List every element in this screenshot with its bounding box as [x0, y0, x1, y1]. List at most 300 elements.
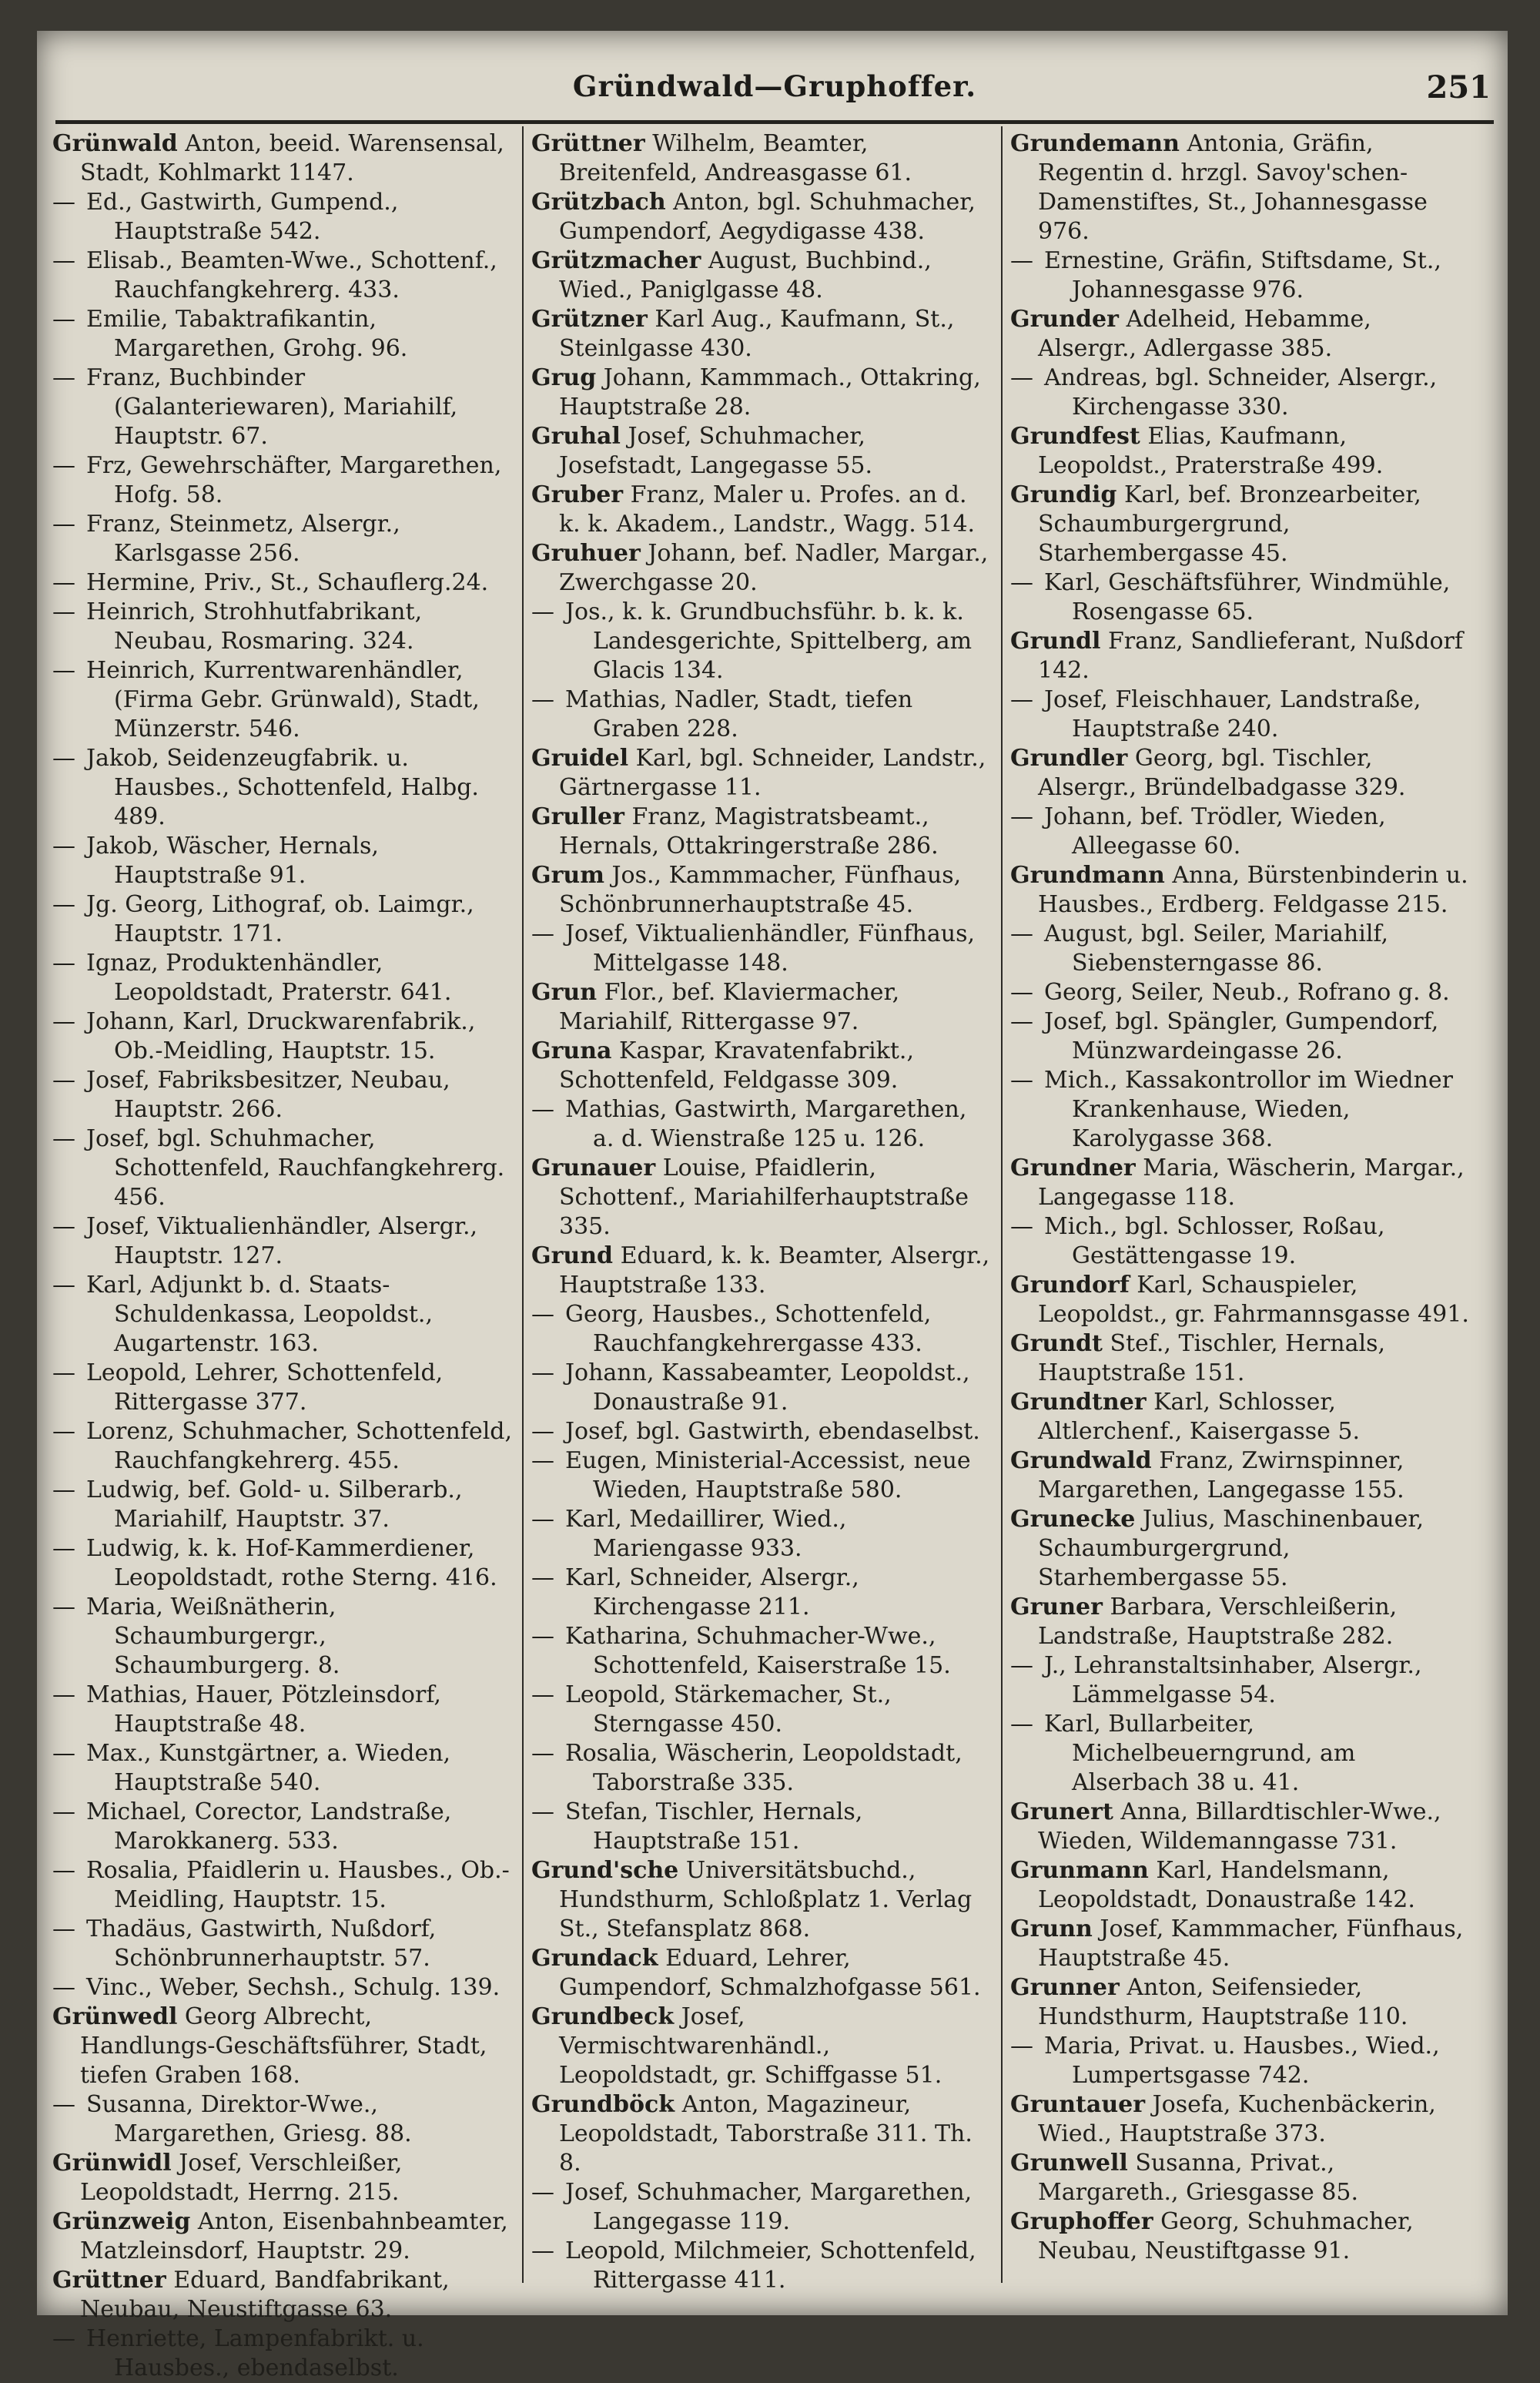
- entry-surname: Grunauer: [531, 1155, 656, 1181]
- entry-text: Josef, Viktualienhändler, Alsergr., Hauptstr. 127.: [86, 1213, 478, 1269]
- directory-entry: [531, 1798, 993, 1856]
- entry-text: Josef, bgl. Spängler, Gumpendorf, Münzwardeingasse 26.: [1044, 1008, 1439, 1064]
- entry-text: Georg, Hausbes., Schottenfeld, Rauchfangkehrergasse 433.: [565, 1301, 932, 1357]
- directory-entry: [52, 188, 514, 246]
- entry-surname: Grünwidl: [52, 2150, 172, 2177]
- repeat-dash: —: [531, 2179, 554, 2206]
- entry-text: Heinrich, Strohhutfabrikant, Neubau, Rosmaring. 324.: [86, 598, 423, 655]
- entry-text: Andreas, bgl. Schneider, Alsergr., Kirchengasse 330.: [1044, 364, 1438, 421]
- column-3: [1010, 129, 1472, 2266]
- repeat-dash: —: [52, 189, 75, 216]
- repeat-dash: —: [1010, 1067, 1033, 1094]
- entry-surname: Gruidel: [531, 745, 629, 772]
- entry-text: Josef, Schuhmacher, Margarethen, Langegasse 119.: [565, 2179, 973, 2235]
- entry-text: Mich., bgl. Schlosser, Roßau, Gestättengasse 19.: [1044, 1213, 1385, 1269]
- entry-surname: Grundner: [1010, 1155, 1136, 1181]
- repeat-dash: —: [531, 1681, 554, 1708]
- entry-text: Heinrich, Kurrentwarenhändler, (Firma Gebr. Grünwald), Stadt, Münzerstr. 546.: [86, 657, 480, 742]
- directory-entry: [1010, 2090, 1472, 2149]
- repeat-dash: —: [1010, 247, 1033, 274]
- directory-entry: [1010, 481, 1472, 568]
- entry-text: Thadäus, Gastwirth, Nußdorf, Schönbrunnerhauptstr. 57.: [86, 1915, 437, 1972]
- directory-entry: [531, 246, 993, 305]
- page-header: [55, 69, 1494, 116]
- entry-text: Eduard, Lehrer, Gumpendorf, Schmalzhofgasse 561.: [559, 1945, 981, 2001]
- entry-text: Karl, Schneider, Alsergr., Kirchengasse 211.: [565, 1564, 859, 1621]
- directory-entry: [531, 1417, 993, 1446]
- entry-text: Susanna, Privat., Margareth., Griesgasse 85.: [1038, 2150, 1359, 2206]
- directory-entry: [531, 978, 993, 1037]
- entry-surname: Grunner: [1010, 1974, 1120, 2001]
- directory-entry: [1010, 1856, 1472, 1915]
- repeat-dash: —: [52, 247, 75, 274]
- entry-text: Karl, Schauspieler, Leopoldst., gr. Fahrmannsgasse 491.: [1038, 1272, 1469, 1328]
- entry-text: Anton, bgl. Schuhmacher, Gumpendorf, Aegydigasse 438.: [559, 189, 976, 245]
- entry-text: Rosalia, Wäscherin, Leopoldstadt, Taborstraße 335.: [565, 1740, 962, 1796]
- repeat-dash: —: [52, 598, 75, 625]
- repeat-dash: —: [531, 1798, 554, 1825]
- entry-text: J., Lehranstaltsinhaber, Alsergr., Lämmelgasse 54.: [1044, 1652, 1422, 1708]
- directory-entry: [1010, 364, 1472, 422]
- entry-text: Ed., Gastwirth, Gumpend., Hauptstraße 542.: [86, 189, 399, 245]
- directory-entry: [52, 1124, 514, 1212]
- entry-text: Henriette, Lampenfabrikt. u. Hausbes., ebendaselbst.: [86, 2325, 424, 2381]
- entry-text: Johann, Kammmach., Ottakring, Hauptstraße 28.: [559, 364, 981, 421]
- entry-text: Georg, Schuhmacher, Neubau, Neustiftgasse 91.: [1038, 2208, 1414, 2264]
- entry-text: Antonia, Gräfin, Regentin d. hrzgl. Savoy'schen-Damenstiftes, St., Johannesgasse 976.: [1038, 130, 1428, 245]
- directory-entry: [52, 1856, 514, 1915]
- repeat-dash: —: [531, 686, 554, 713]
- directory-entry: [531, 1037, 993, 1095]
- entry-text: Karl Aug., Kaufmann, St., Steinlgasse 430.: [559, 306, 955, 362]
- entry-surname: Grunmann: [1010, 1857, 1149, 1884]
- repeat-dash: —: [531, 1506, 554, 1533]
- directory-entry: [1010, 305, 1472, 364]
- directory-entry: [531, 1095, 993, 1154]
- directory-entry: [531, 744, 993, 803]
- directory-entry: [531, 1359, 993, 1417]
- entry-surname: Grunder: [1010, 306, 1119, 333]
- entry-text: Mathias, Hauer, Pötzleinsdorf, Hauptstraße 48.: [86, 1681, 441, 1738]
- repeat-dash: —: [52, 306, 75, 333]
- directory-entry: [1010, 422, 1472, 481]
- entry-text: Leopold, Lehrer, Schottenfeld, Rittergasse 377.: [86, 1359, 444, 1416]
- entry-text: Flor., bef. Klaviermacher, Mariahilf, Rittergasse 97.: [559, 979, 900, 1035]
- entry-text: August, Buchbind., Wied., Paniglgasse 48.: [559, 247, 932, 303]
- column-divider: [522, 126, 524, 2283]
- entry-text: Leopold, Stärkemacher, St., Sterngasse 450.: [565, 1681, 892, 1738]
- entry-surname: Grunwell: [1010, 2150, 1128, 2177]
- entry-surname: Grund'sche: [531, 1857, 679, 1884]
- entry-surname: Gruntauer: [1010, 2091, 1146, 2118]
- entry-text: Josef, Viktualienhändler, Fünfhaus, Mittelgasse 148.: [565, 920, 976, 977]
- entry-text: Anna, Bürstenbinderin u. Hausbes., Erdberg. Feldgasse 215.: [1038, 862, 1468, 918]
- repeat-dash: —: [531, 1096, 554, 1123]
- entry-text: Mich., Kassakontrollor im Wiedner Krankenhause, Wieden, Karolygasse 368.: [1044, 1067, 1454, 1152]
- directory-entry: [52, 744, 514, 832]
- repeat-dash: —: [1010, 364, 1033, 391]
- directory-entry: [52, 1007, 514, 1066]
- directory-entry: [52, 1271, 514, 1359]
- entry-text: Frz, Gewehrschäfter, Margarethen, Hofg. 58.: [86, 452, 502, 508]
- repeat-dash: —: [531, 1418, 554, 1445]
- repeat-dash: —: [531, 2237, 554, 2264]
- entry-surname: Gruber: [531, 481, 624, 508]
- column-2: [531, 129, 993, 2295]
- directory-entry: [52, 2090, 514, 2149]
- directory-entry: [1010, 2032, 1472, 2090]
- directory-entry: [1010, 1710, 1472, 1798]
- entry-text: Louise, Pfaidlerin, Schottenf., Mariahilferhauptstraße 335.: [559, 1155, 969, 1240]
- directory-entry: [52, 1798, 514, 1856]
- entry-text: Georg, bgl. Tischler, Alsergr., Bründelbadgasse 329.: [1038, 745, 1406, 801]
- column-divider: [1001, 126, 1003, 2283]
- entry-surname: Gruna: [531, 1037, 612, 1064]
- directory-entry: [531, 539, 993, 598]
- repeat-dash: —: [52, 2325, 75, 2352]
- directory-entry: [1010, 920, 1472, 978]
- entry-text: Jakob, Seidenzeugfabrik. u. Hausbes., Schottenfeld, Halbg. 489.: [86, 745, 479, 830]
- entry-text: Anna, Billardtischler-Wwe., Wieden, Wildemanngasse 731.: [1038, 1798, 1441, 1855]
- repeat-dash: —: [52, 745, 75, 772]
- directory-entry: [52, 890, 514, 949]
- entry-text: Karl, Schlosser, Altlerchenf., Kaisergasse 5.: [1038, 1389, 1361, 1445]
- entry-text: Susanna, Direktor-Wwe., Margarethen, Griesg. 88.: [86, 2091, 412, 2147]
- entry-surname: Gruhuer: [531, 540, 641, 567]
- repeat-dash: —: [52, 1857, 75, 1884]
- entry-text: Katharina, Schuhmacher-Wwe., Schottenfeld, Kaiserstraße 15.: [565, 1623, 951, 1679]
- directory-entry: [1010, 1329, 1472, 1388]
- entry-text: Johann, Kassabeamter, Leopoldst., Donaustraße 91.: [565, 1359, 970, 1416]
- entry-text: Franz, Steinmetz, Alsergr., Karlsgasse 256.: [86, 511, 400, 567]
- entry-surname: Grundorf: [1010, 1272, 1130, 1299]
- entry-text: Johann, bef. Trödler, Wieden, Alleegasse 60.: [1044, 803, 1386, 860]
- entry-text: Leopold, Milchmeier, Schottenfeld, Rittergasse 411.: [565, 2237, 976, 2294]
- directory-entry: [1010, 246, 1472, 305]
- directory-entry: [531, 685, 993, 744]
- entry-text: Franz, Buchbinder (Galanteriewaren), Mariahilf, Hauptstr. 67.: [86, 364, 458, 450]
- directory-entry: [1010, 627, 1472, 685]
- directory-entry: [52, 1915, 514, 1973]
- entry-text: Michael, Corector, Landstraße, Marokkanerg. 533.: [86, 1798, 452, 1855]
- entry-text: August, bgl. Seiler, Mariahilf, Siebensterngasse 86.: [1044, 920, 1388, 977]
- entry-surname: Grüttner: [531, 130, 645, 157]
- directory-entry: [531, 2003, 993, 2090]
- directory-entry: [52, 510, 514, 568]
- repeat-dash: —: [531, 1447, 554, 1474]
- directory-entry: [531, 188, 993, 246]
- directory-entry: [1010, 129, 1472, 246]
- repeat-dash: —: [52, 1476, 75, 1503]
- entry-surname: Grundl: [1010, 628, 1101, 655]
- entry-text: Josef, Fabriksbesitzer, Neubau, Hauptstr. 266.: [86, 1067, 450, 1123]
- repeat-dash: —: [52, 1915, 75, 1942]
- entry-text: Ludwig, bef. Gold- u. Silberarb., Mariahilf, Hauptstr. 37.: [86, 1476, 463, 1533]
- entry-surname: Grundack: [531, 1945, 658, 1972]
- entry-text: Elias, Kaufmann, Leopoldst., Praterstraße 499.: [1038, 423, 1384, 479]
- directory-entry: [52, 656, 514, 744]
- repeat-dash: —: [52, 1594, 75, 1621]
- repeat-dash: —: [52, 1740, 75, 1767]
- column-1: [52, 129, 514, 2383]
- entry-surname: Grundemann: [1010, 130, 1180, 157]
- directory-entry: [1010, 803, 1472, 861]
- directory-entry: [52, 305, 514, 364]
- entry-text: Georg Albrecht, Handlungs-Geschäftsführer, Stadt, tiefen Graben 168.: [80, 2003, 487, 2089]
- repeat-dash: —: [52, 657, 75, 684]
- entry-text: Eduard, k. k. Beamter, Alsergr., Hauptstraße 133.: [559, 1242, 990, 1299]
- directory-entry: [531, 1681, 993, 1739]
- entry-text: Karl, Medaillirer, Wied., Mariengasse 933.: [565, 1506, 847, 1562]
- entry-surname: Grundler: [1010, 745, 1128, 772]
- entry-text: Kaspar, Kravatenfabrikt., Schottenfeld, Feldgasse 309.: [559, 1037, 914, 1094]
- directory-entry: [1010, 1007, 1472, 1066]
- repeat-dash: —: [531, 1564, 554, 1591]
- repeat-dash: —: [52, 1535, 75, 1562]
- directory-entry: [52, 1359, 514, 1417]
- entry-text: Karl, bef. Bronzearbeiter, Schaumburgergrund, Starhembergasse 45.: [1038, 481, 1421, 567]
- repeat-dash: —: [531, 1359, 554, 1386]
- page-title: Gründwald—Gruphoffer.: [572, 69, 977, 103]
- entry-surname: Grüttner: [52, 2267, 166, 2294]
- entry-surname: Grünwald: [52, 130, 178, 157]
- directory-entry: [531, 422, 993, 481]
- repeat-dash: —: [1010, 1008, 1033, 1035]
- directory-entry: [52, 598, 514, 656]
- repeat-dash: —: [52, 1008, 75, 1035]
- entry-text: Josef, Vermischtwarenhändl., Leopoldstadt, gr. Schiffgasse 51.: [559, 2003, 942, 2089]
- entry-text: Maria, Privat. u. Hausbes., Wied., Lumpertsgasse 742.: [1044, 2033, 1440, 2089]
- entry-surname: Grunert: [1010, 1798, 1113, 1825]
- directory-entry: [531, 2090, 993, 2178]
- entry-text: Johann, Karl, Druckwarenfabrik., Ob.-Meidling, Hauptstr. 15.: [86, 1008, 476, 1064]
- entry-surname: Grundbeck: [531, 2003, 675, 2030]
- directory-entry: [1010, 978, 1472, 1007]
- entry-surname: Grundtner: [1010, 1389, 1147, 1416]
- directory-entry: [531, 1154, 993, 1242]
- entry-text: Max., Kunstgärtner, a. Wieden, Hauptstraße 540.: [86, 1740, 451, 1796]
- entry-surname: Gruner: [1010, 1594, 1103, 1621]
- directory-entry: [531, 2237, 993, 2295]
- entry-text: Georg, Seiler, Neub., Rofrano g. 8.: [1044, 979, 1450, 1006]
- entry-text: Karl, Adjunkt b. d. Staats-Schuldenkassa, Leopoldst., Augartenstr. 163.: [86, 1272, 434, 1357]
- directory-entry: [531, 1944, 993, 2003]
- directory-entry: [531, 861, 993, 920]
- entry-surname: Gruller: [531, 803, 624, 830]
- entry-text: Adelheid, Hebamme, Alsergr., Adlergasse 385.: [1038, 306, 1371, 362]
- entry-text: Stef., Tischler, Hernals, Hauptstraße 151.: [1038, 1330, 1386, 1386]
- directory-entry: [1010, 1798, 1472, 1856]
- directory-entry: [52, 1534, 514, 1593]
- directory-entry: [52, 2324, 514, 2383]
- directory-entry: [531, 1856, 993, 1944]
- repeat-dash: —: [52, 891, 75, 918]
- repeat-dash: —: [1010, 979, 1033, 1006]
- repeat-dash: —: [52, 1359, 75, 1386]
- repeat-dash: —: [52, 1067, 75, 1094]
- repeat-dash: —: [52, 1272, 75, 1299]
- directory-entry: [52, 129, 514, 188]
- repeat-dash: —: [1010, 569, 1033, 596]
- directory-entry: [52, 568, 514, 598]
- repeat-dash: —: [531, 598, 554, 625]
- directory-entry: [531, 305, 993, 364]
- directory-entry: [531, 1622, 993, 1681]
- entry-text: Karl, Handelsmann, Leopoldstadt, Donaustraße 142.: [1038, 1857, 1415, 1913]
- entry-text: Ludwig, k. k. Hof-Kammerdiener, Leopoldstadt, rothe Sterng. 416.: [86, 1535, 497, 1591]
- repeat-dash: —: [52, 1974, 75, 2001]
- directory-entry: [52, 832, 514, 890]
- entry-surname: Grunecke: [1010, 1506, 1136, 1533]
- repeat-dash: —: [52, 452, 75, 479]
- entry-text: Johann, bef. Nadler, Margar., Zwerchgasse 20.: [559, 540, 989, 596]
- repeat-dash: —: [52, 569, 75, 596]
- directory-entry: [531, 920, 993, 978]
- entry-text: Eduard, Bandfabrikant, Neubau, Neustiftgasse 63.: [80, 2267, 450, 2323]
- directory-entry: [52, 2207, 514, 2266]
- entry-text: Josef, Schuhmacher, Josefstadt, Langegasse 55.: [559, 423, 872, 479]
- repeat-dash: —: [1010, 686, 1033, 713]
- directory-entry: [52, 2149, 514, 2207]
- page-number: 251: [1426, 69, 1491, 106]
- directory-entry: [1010, 1212, 1472, 1271]
- entry-text: Jakob, Wäscher, Hernals, Hauptstraße 91.: [86, 833, 379, 889]
- directory-entry: [52, 1739, 514, 1798]
- entry-text: Franz, Zwirnspinner, Margarethen, Langegasse 155.: [1038, 1447, 1404, 1503]
- entry-text: Ignaz, Produktenhändler, Leopoldstadt, Praterstr. 641.: [86, 950, 452, 1006]
- directory-page: [37, 31, 1508, 2381]
- directory-entry: [1010, 2207, 1472, 2266]
- directory-entry: [531, 598, 993, 685]
- entry-text: Maria, Weißnätherin, Schaumburgergr., Schaumburgerg. 8.: [86, 1594, 340, 1679]
- entry-surname: Grundböck: [531, 2091, 675, 2118]
- entry-surname: Grund: [531, 1242, 614, 1269]
- entry-text: Universitätsbuchd., Hundsthurm, Schloßplatz 1. Verlag St., Stefansplatz 868.: [559, 1857, 973, 1942]
- repeat-dash: —: [52, 1418, 75, 1445]
- entry-surname: Grundwald: [1010, 1447, 1152, 1474]
- entry-surname: Grützmacher: [531, 247, 701, 274]
- entry-text: Julius, Maschinenbauer, Schaumburgergrund, Starhembergasse 55.: [1038, 1506, 1424, 1591]
- entry-text: Josef, Kammmacher, Fünfhaus, Hauptstraße 45.: [1038, 1915, 1464, 1972]
- repeat-dash: —: [1010, 1711, 1033, 1738]
- directory-entry: [52, 451, 514, 510]
- entry-text: Stefan, Tischler, Hernals, Hauptstraße 151.: [565, 1798, 863, 1855]
- directory-entry: [52, 1212, 514, 1271]
- entry-text: Franz, Maler u. Profes. an d. k. k. Akadem., Landstr., Wagg. 514.: [559, 481, 976, 538]
- entry-text: Vinc., Weber, Sechsh., Schulg. 139.: [86, 1974, 500, 2001]
- repeat-dash: —: [52, 2091, 75, 2118]
- directory-entry: [52, 1973, 514, 2003]
- directory-entry: [1010, 1973, 1472, 2032]
- entry-text: Josef, Verschleißer, Leopoldstadt, Herrng. 215.: [80, 2150, 403, 2206]
- entry-text: Maria, Wäscherin, Margar., Langegasse 118.: [1038, 1155, 1465, 1211]
- entry-text: Anton, Eisenbahnbeamter, Matzleinsdorf, Hauptstr. 29.: [80, 2208, 508, 2264]
- entry-text: Josef, Fleischhauer, Landstraße, Hauptstraße 240.: [1044, 686, 1421, 742]
- entry-surname: Grützner: [531, 306, 648, 333]
- directory-entry: [531, 481, 993, 539]
- entry-text: Jos., Kammmacher, Fünfhaus, Schönbrunnerhauptstraße 45.: [559, 862, 962, 918]
- directory-entry: [531, 2178, 993, 2237]
- entry-text: Eugen, Ministerial-Accessist, neue Wieden, Hauptstraße 580.: [565, 1447, 971, 1503]
- directory-entry: [1010, 1446, 1472, 1505]
- entry-surname: Grünwedl: [52, 2003, 178, 2030]
- repeat-dash: —: [1010, 1652, 1033, 1679]
- entry-surname: Grug: [531, 364, 597, 391]
- entry-text: Karl, Bullarbeiter, Michelbeuerngrund, am Alserbach 38 u. 41.: [1044, 1711, 1356, 1796]
- repeat-dash: —: [52, 833, 75, 860]
- entry-text: Elisab., Beamten-Wwe., Schottenf., Rauchfangkehrerg. 433.: [86, 247, 497, 303]
- repeat-dash: —: [52, 1798, 75, 1825]
- repeat-dash: —: [52, 364, 75, 391]
- directory-entry: [52, 246, 514, 305]
- entry-surname: Grundmann: [1010, 862, 1165, 889]
- directory-entry: [531, 364, 993, 422]
- header-rule: [55, 120, 1494, 124]
- entry-surname: Grun: [531, 979, 598, 1006]
- repeat-dash: —: [52, 1213, 75, 1240]
- directory-entry: [52, 1066, 514, 1124]
- entry-text: Karl, Geschäftsführer, Windmühle, Rosengasse 65.: [1044, 569, 1451, 625]
- repeat-dash: —: [531, 1301, 554, 1328]
- entry-surname: Grunn: [1010, 1915, 1093, 1942]
- directory-entry: [531, 1564, 993, 1622]
- entry-text: Barbara, Verschleißerin, Landstraße, Hauptstraße 282.: [1038, 1594, 1398, 1650]
- directory-entry: [1010, 1154, 1472, 1212]
- directory-entry: [531, 1300, 993, 1359]
- directory-entry: [1010, 2149, 1472, 2207]
- directory-entry: [531, 1739, 993, 1798]
- entry-text: Emilie, Tabaktrafikantin, Margarethen, Grohg. 96.: [86, 306, 408, 362]
- directory-entry: [531, 1505, 993, 1564]
- directory-entry: [1010, 1651, 1472, 1710]
- entry-surname: Grum: [531, 862, 604, 889]
- repeat-dash: —: [52, 950, 75, 977]
- entry-text: Hermine, Priv., St., Schauflerg.24.: [86, 569, 489, 596]
- directory-entry: [1010, 1271, 1472, 1329]
- directory-entry: [52, 2003, 514, 2090]
- repeat-dash: —: [531, 1623, 554, 1650]
- directory-entry: [531, 1242, 993, 1300]
- entry-text: Josefa, Kuchenbäckerin, Wied., Hauptstraße 373.: [1038, 2091, 1436, 2147]
- entry-text: Anton, Magazineur, Leopoldstadt, Taborstraße 311. Th. 8.: [559, 2091, 973, 2177]
- repeat-dash: —: [52, 1125, 75, 1152]
- entry-text: Josef, bgl. Gastwirth, ebendaselbst.: [565, 1418, 980, 1445]
- directory-entry: [52, 1417, 514, 1476]
- entry-surname: Gruhal: [531, 423, 621, 450]
- directory-entry: [1010, 1388, 1472, 1446]
- directory-entry: [52, 1593, 514, 1681]
- repeat-dash: —: [531, 1740, 554, 1767]
- repeat-dash: —: [1010, 920, 1033, 947]
- entry-text: Anton, beeid. Warensensal, Stadt, Kohlmarkt 1147.: [80, 130, 504, 186]
- entry-text: Franz, Magistratsbeamt., Hernals, Ottakringerstraße 286.: [559, 803, 939, 860]
- directory-entry: [52, 2266, 514, 2324]
- entry-surname: Gruphoffer: [1010, 2208, 1153, 2235]
- entry-text: Rosalia, Pfaidlerin u. Hausbes., Ob.-Meidling, Hauptstr. 15.: [86, 1857, 510, 1913]
- entry-text: Jg. Georg, Lithograf, ob. Laimgr., Hauptstr. 171.: [86, 891, 474, 947]
- entry-text: Mathias, Nadler, Stadt, tiefen Graben 228.: [565, 686, 913, 742]
- entry-surname: Grundt: [1010, 1330, 1103, 1357]
- directory-entry: [52, 949, 514, 1007]
- repeat-dash: —: [1010, 2033, 1033, 2060]
- entry-text: Ernestine, Gräfin, Stiftsdame, St., Johannesgasse 976.: [1044, 247, 1441, 303]
- entry-text: Josef, bgl. Schuhmacher, Schottenfeld, Rauchfangkehrerg. 456.: [86, 1125, 505, 1211]
- entry-surname: Grundfest: [1010, 423, 1140, 450]
- directory-entry: [1010, 568, 1472, 627]
- entry-surname: Grünzweig: [52, 2208, 191, 2235]
- entry-text: Karl, bgl. Schneider, Landstr., Gärtnergasse 11.: [559, 745, 986, 801]
- directory-entry: [1010, 1505, 1472, 1593]
